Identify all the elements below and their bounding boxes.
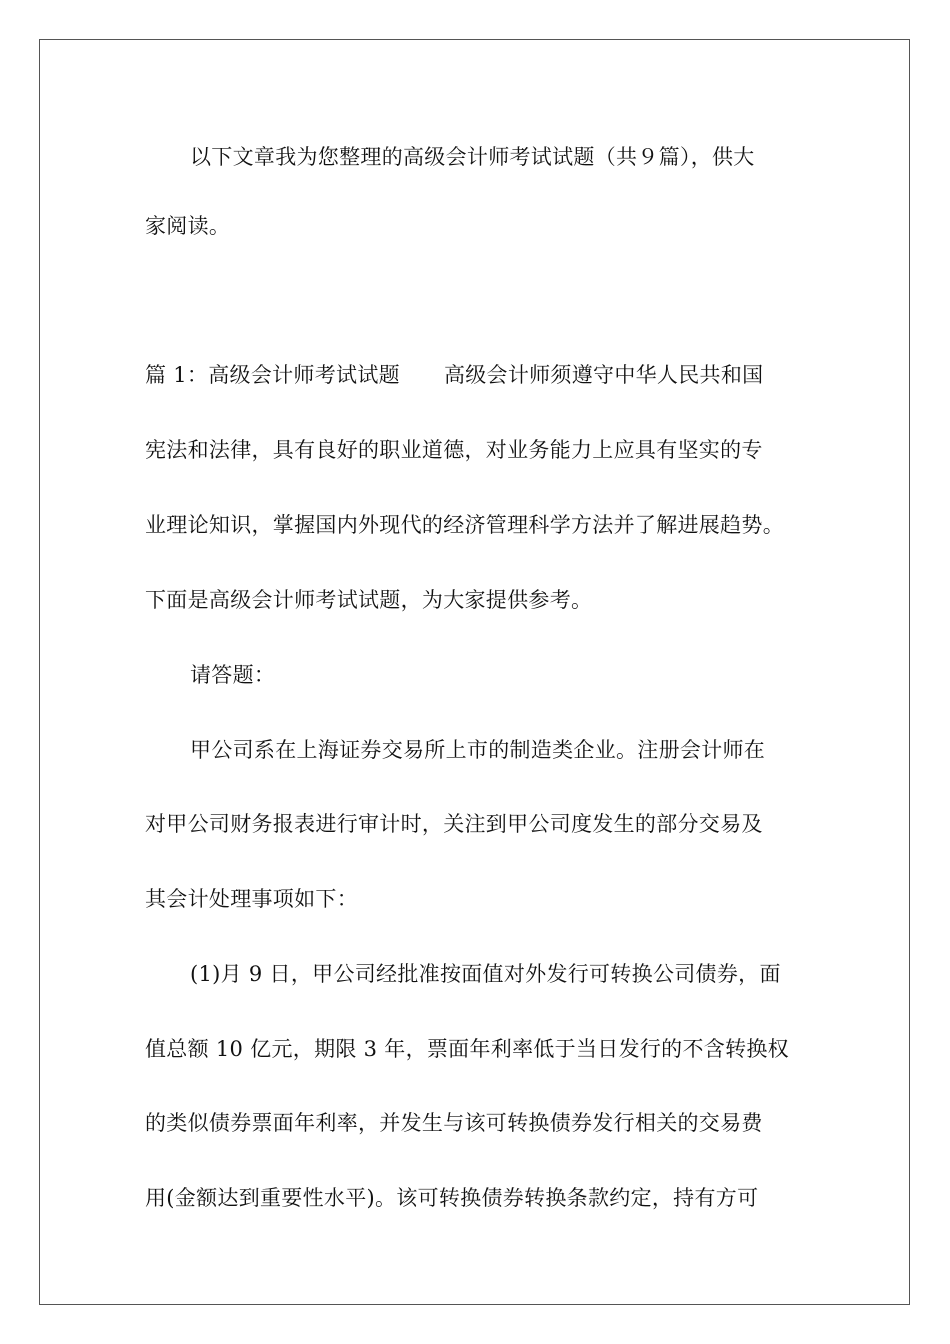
paragraph-line: 业理论知识，掌握国内外现代的经济管理科学方法并了解进展趋势。 [145,513,784,537]
paragraph-line: 对甲公司财务报表进行审计时，关注到甲公司度发生的部分交易及 [145,812,763,836]
paragraph-line: 宪法和法律，具有良好的职业道德，对业务能力上应具有坚实的专 [145,438,763,462]
paragraph-line: 值总额 10 亿元，期限 3 年，票面年利率低于当日发行的不含转换权 [145,1037,789,1061]
paragraph-line: 的类似债券票面年利率，并发生与该可转换债券发行相关的交易费 [145,1111,763,1135]
paragraph-line: (1)月 9 日，甲公司经批准按面值对外发行可转换公司债券，面 [190,962,781,986]
paragraph-text: 高级会计师须遵守中华人民共和国 [443,363,764,387]
intro-line-1: 以下文章我为您整理的高级会计师考试试题（共９篇），供大 [190,145,755,169]
section-1-heading: 篇 1：高级会计师考试试题 [145,363,400,387]
paragraph-line: 其会计处理事项如下： [145,887,358,911]
question-prompt: 请答题： [190,663,276,687]
section-1-first-line [145,363,763,387]
paragraph-line: 下面是高级会计师考试试题，为大家提供参考。 [145,588,593,612]
intro-line-2: 家阅读。 [145,214,231,238]
paragraph-line: 甲公司系在上海证券交易所上市的制造类企业。注册会计师在 [190,738,766,762]
paragraph-line: 用(金额达到重要性水平)。该可转换债券转换条款约定，持有方可 [145,1186,759,1210]
